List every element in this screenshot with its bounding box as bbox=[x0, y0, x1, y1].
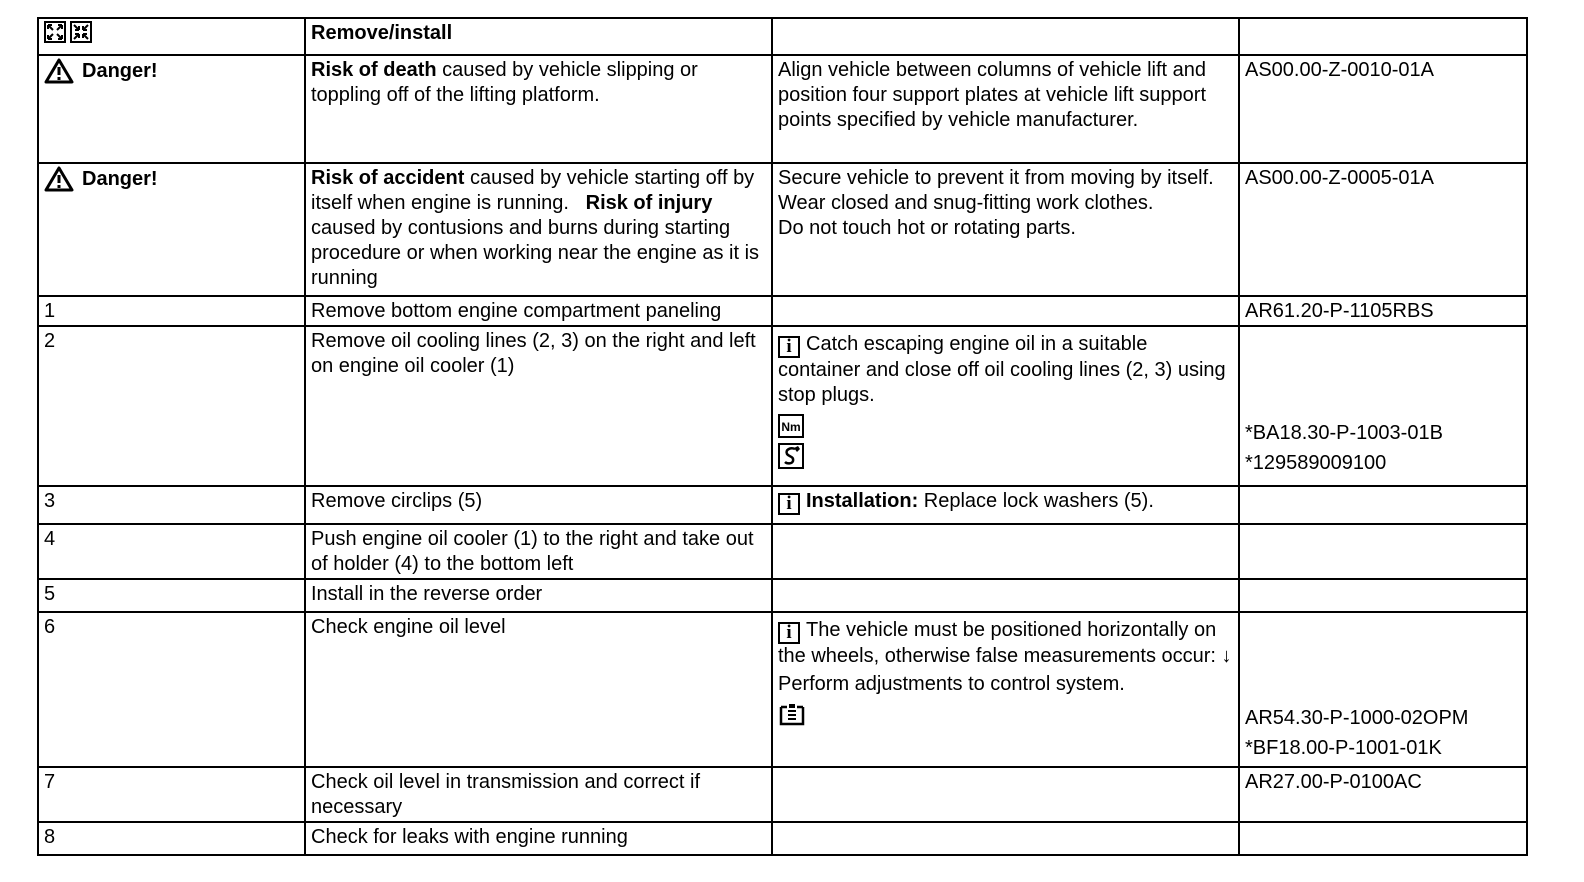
danger-risk-cell: Risk of death caused by vehicle slipping or toppling off of the lifting platform. bbox=[305, 55, 772, 163]
step-text: Push engine oil cooler (1) to the right and take out of holder (4) to the bottom left bbox=[305, 524, 772, 579]
info-icon: i bbox=[778, 622, 800, 644]
step-number: 2 bbox=[38, 326, 305, 486]
danger-label: Danger! bbox=[82, 167, 158, 190]
step-text: Check engine oil level bbox=[305, 612, 772, 767]
action-reference[interactable]: AR54.30-P-1000-02OPM bbox=[1245, 707, 1469, 729]
warning-triangle-icon bbox=[44, 166, 74, 192]
step-note-cell bbox=[772, 579, 1239, 612]
procedure-table bbox=[37, 17, 1528, 856]
step-number: 6 bbox=[38, 612, 305, 767]
danger-reference[interactable]: AS00.00-Z-0010-01A bbox=[1239, 55, 1527, 163]
step-text: Remove oil cooling lines (2, 3) on the right and left on engine oil cooler (1) bbox=[305, 326, 772, 486]
step-note-cell bbox=[772, 296, 1239, 326]
step-row bbox=[38, 612, 1527, 767]
info-icon: i bbox=[778, 493, 800, 515]
step-row bbox=[38, 486, 1527, 524]
step-row bbox=[38, 767, 1527, 822]
danger-label: Danger! bbox=[82, 59, 158, 82]
danger-action-cell: Secure vehicle to prevent it from moving by itself. Wear closed and snug-fitting work clothes. Do not touch hot or rotating parts. bbox=[772, 163, 1239, 296]
header-title: Remove/install bbox=[305, 18, 772, 55]
step-text: Check for leaks with engine running bbox=[305, 822, 772, 855]
step-reference[interactable]: AR27.00-P-0100AC bbox=[1239, 767, 1527, 822]
torque-nm-label: Nm bbox=[781, 420, 801, 434]
step-note-cell bbox=[772, 524, 1239, 579]
expand-icon[interactable] bbox=[44, 21, 66, 43]
danger-action-cell: Align vehicle between columns of vehicle lift and position four support plates at vehicle lift support points specified by vehicle manufacturer. bbox=[772, 55, 1239, 163]
tool-reference[interactable]: *129589009100 bbox=[1245, 452, 1387, 474]
step-text: Check oil level in transmission and correct if necessary bbox=[305, 767, 772, 822]
torque-reference[interactable]: *BA18.30-P-1003-01B bbox=[1245, 422, 1443, 444]
danger-risk-cell: Risk of accident caused by vehicle starting off by itself when engine is running. Risk of injury caused by contusions and burns during starting procedure or when working near the engine as it is running bbox=[305, 163, 772, 296]
step-reference-cell bbox=[1239, 579, 1527, 612]
step-reference[interactable]: AR61.20-P-1105RBS bbox=[1239, 296, 1527, 326]
step-note-cell: i The vehicle must be positioned horizontally on the wheels, otherwise false measurements occur: ↓ Perform adjustments to control system. bbox=[772, 612, 1239, 767]
header-icons-cell bbox=[38, 18, 305, 55]
step-note-cell bbox=[772, 822, 1239, 855]
danger-row bbox=[38, 55, 1527, 163]
danger-row bbox=[38, 163, 1527, 296]
step-row bbox=[38, 326, 1527, 486]
spec-reference[interactable]: *BF18.00-P-1001-01K bbox=[1245, 737, 1442, 759]
step-note-cell: i Catch escaping engine oil in a suitable container and close off oil cooling lines (2, 3) using stop plugs. Nm bbox=[772, 326, 1239, 486]
collapse-icon[interactable] bbox=[70, 21, 92, 43]
danger-label-cell bbox=[38, 163, 305, 296]
step-note-cell: i Installation: Replace lock washers (5). bbox=[772, 486, 1239, 524]
step-row bbox=[38, 579, 1527, 612]
step-text: Remove bottom engine compartment paneling bbox=[305, 296, 772, 326]
special-tool-icon[interactable] bbox=[778, 443, 804, 469]
step-reference-cell bbox=[1239, 486, 1527, 524]
step-row bbox=[38, 524, 1527, 579]
step-number: 5 bbox=[38, 579, 305, 612]
header-empty-cell bbox=[772, 18, 1239, 55]
step-reference-cell bbox=[1239, 524, 1527, 579]
down-arrow-icon: ↓ bbox=[1221, 645, 1232, 667]
specification-icon[interactable] bbox=[778, 702, 806, 726]
step-number: 7 bbox=[38, 767, 305, 822]
torque-nm-icon[interactable] bbox=[778, 414, 804, 438]
step-reference-cell bbox=[1239, 326, 1527, 486]
step-note-cell bbox=[772, 767, 1239, 822]
step-number: 1 bbox=[38, 296, 305, 326]
step-reference-cell bbox=[1239, 612, 1527, 767]
step-number: 3 bbox=[38, 486, 305, 524]
warning-triangle-icon bbox=[44, 58, 74, 84]
step-number: 8 bbox=[38, 822, 305, 855]
danger-reference[interactable]: AS00.00-Z-0005-01A bbox=[1239, 163, 1527, 296]
table-header-row bbox=[38, 18, 1527, 55]
step-number: 4 bbox=[38, 524, 305, 579]
step-row bbox=[38, 296, 1527, 326]
header-empty-cell bbox=[1239, 18, 1527, 55]
step-text: Install in the reverse order bbox=[305, 579, 772, 612]
danger-label-cell bbox=[38, 55, 305, 163]
step-row bbox=[38, 822, 1527, 855]
step-action: Perform adjustments to control system. bbox=[778, 673, 1125, 695]
step-text: Remove circlips (5) bbox=[305, 486, 772, 524]
info-icon: i bbox=[778, 336, 800, 358]
step-reference-cell bbox=[1239, 822, 1527, 855]
